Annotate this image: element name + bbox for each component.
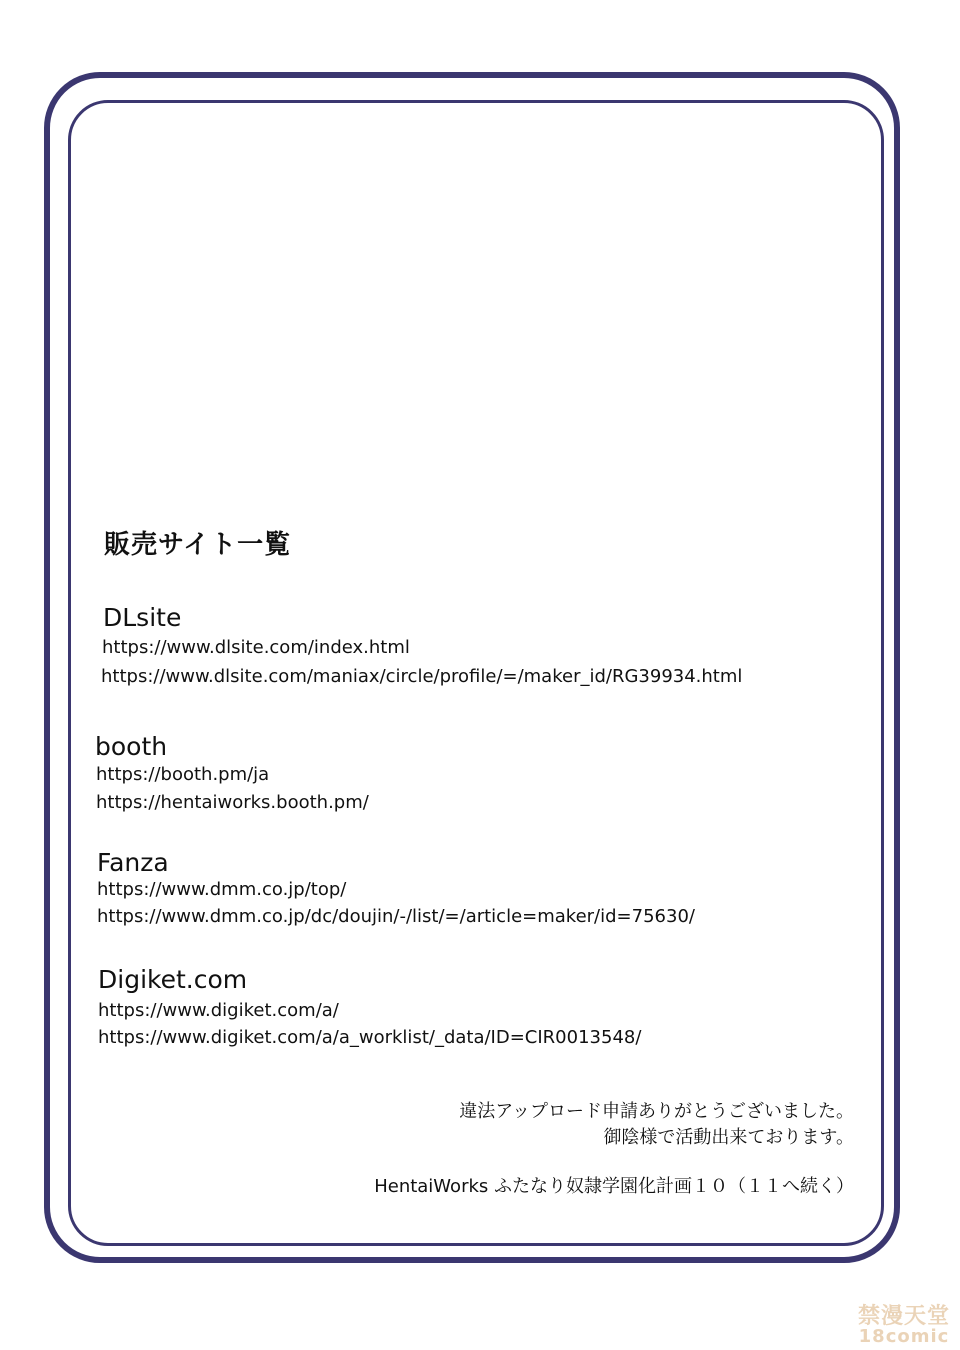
site-url-dlsite-2[interactable]: https://www.dlsite.com/maniax/circle/profile/=/maker_id/RG39934.html	[101, 666, 743, 687]
page-heading: 販売サイト一覧	[104, 530, 292, 560]
site-name-booth: booth	[95, 732, 168, 761]
site-url-digiket-1[interactable]: https://www.digiket.com/a/	[98, 1000, 339, 1021]
footer-activity-line: 御陰様で活動出来ております。	[603, 1127, 854, 1148]
footer-credit: HentaiWorks ふたなり奴隷学園化計画１０（１１へ続く）	[374, 1176, 854, 1197]
site-url-booth-1[interactable]: https://booth.pm/ja	[96, 764, 270, 785]
site-name-digiket: Digiket.com	[98, 965, 248, 994]
watermark-top-text: 禁漫天堂	[857, 1304, 950, 1329]
site-url-booth-2[interactable]: https://hentaiworks.booth.pm/	[96, 792, 369, 813]
site-url-fanza-1[interactable]: https://www.dmm.co.jp/top/	[97, 879, 347, 900]
footer-thanks-line: 違法アップロード申請ありがとうございました。	[459, 1101, 854, 1122]
site-url-fanza-2[interactable]: https://www.dmm.co.jp/dc/doujin/-/list/=/article=maker/id=75630/	[97, 906, 695, 927]
site-url-dlsite-1[interactable]: https://www.dlsite.com/index.html	[102, 637, 410, 658]
watermark-bottom-text: 18comic	[858, 1326, 950, 1347]
site-name-fanza: Fanza	[97, 848, 169, 877]
site-name-dlsite: DLsite	[103, 603, 182, 632]
watermark-logo	[852, 1306, 956, 1346]
site-url-digiket-2[interactable]: https://www.digiket.com/a/a_worklist/_data/ID=CIR0013548/	[98, 1027, 642, 1048]
